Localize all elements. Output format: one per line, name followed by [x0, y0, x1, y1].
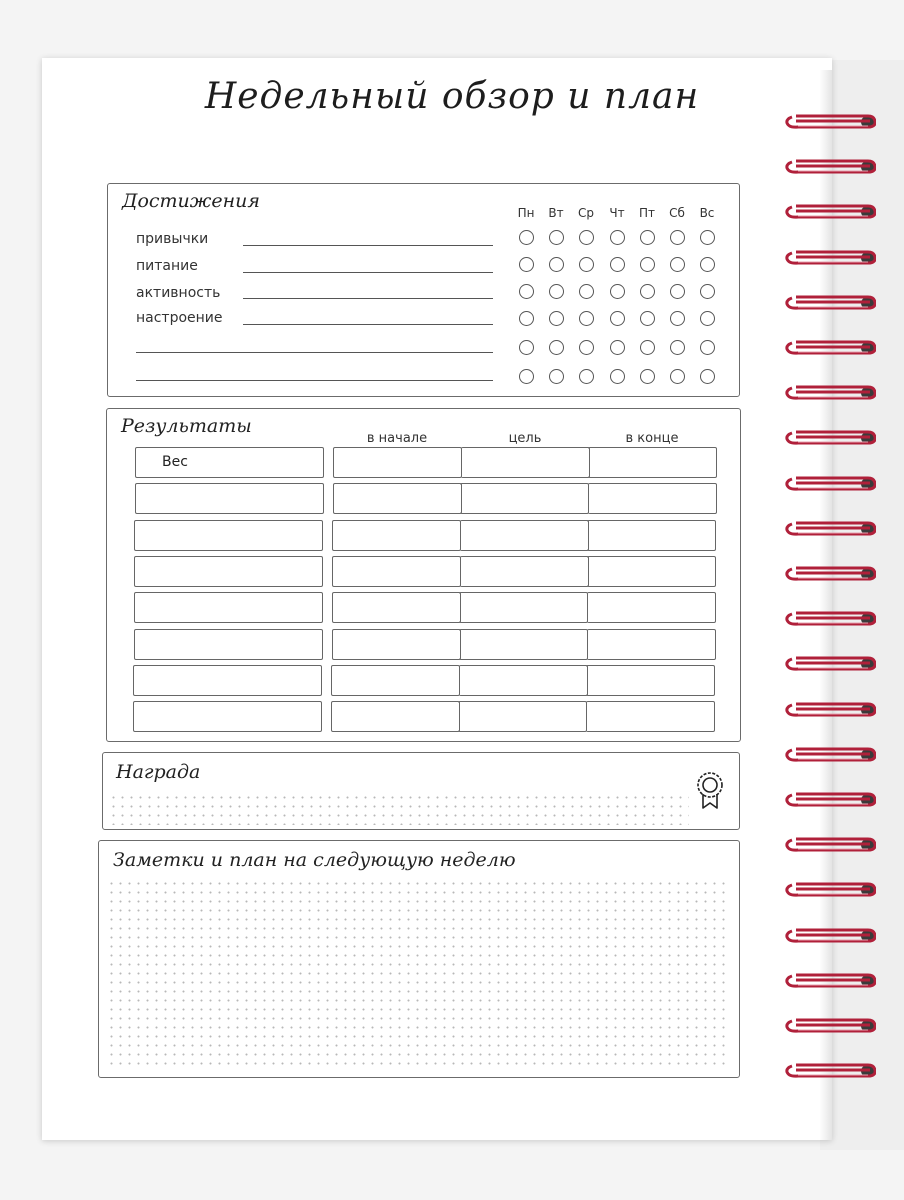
- results-title: Результаты: [121, 415, 252, 437]
- habit-checkbox[interactable]: [549, 311, 564, 326]
- habit-checkbox[interactable]: [670, 340, 685, 355]
- habit-checkbox[interactable]: [610, 284, 625, 299]
- habit-checkbox[interactable]: [670, 230, 685, 245]
- column-header-start: в начале: [366, 431, 428, 446]
- day-header: Чт: [609, 206, 625, 220]
- results-value-cell[interactable]: [460, 556, 589, 587]
- spiral-ring: [782, 924, 876, 946]
- day-header: Сб: [669, 206, 685, 220]
- habit-checkbox[interactable]: [549, 369, 564, 384]
- habit-checkbox[interactable]: [519, 311, 534, 326]
- achievements-title: Достижения: [122, 190, 260, 212]
- habit-checkbox[interactable]: [519, 369, 534, 384]
- results-value-cell[interactable]: [587, 556, 716, 587]
- spiral-ring: [782, 652, 876, 674]
- habit-checkbox[interactable]: [519, 230, 534, 245]
- habit-checkbox[interactable]: [610, 340, 625, 355]
- habit-checkbox[interactable]: [670, 311, 685, 326]
- write-line[interactable]: [136, 352, 493, 353]
- results-label-cell[interactable]: [135, 483, 324, 514]
- spiral-ring: [782, 788, 876, 810]
- habit-checkbox[interactable]: [700, 284, 715, 299]
- spiral-ring: [782, 110, 876, 132]
- notes-section: [98, 840, 740, 1078]
- results-value-cell[interactable]: [332, 592, 461, 623]
- results-label-cell[interactable]: [134, 592, 323, 623]
- results-value-cell[interactable]: [331, 701, 460, 732]
- habit-checkbox[interactable]: [640, 257, 655, 272]
- habit-checkbox[interactable]: [610, 230, 625, 245]
- results-label-cell[interactable]: [133, 701, 322, 732]
- habit-checkbox[interactable]: [700, 369, 715, 384]
- column-header-end: в конце: [625, 431, 679, 446]
- habit-checkbox[interactable]: [549, 340, 564, 355]
- write-line[interactable]: [243, 324, 493, 325]
- spiral-ring: [782, 743, 876, 765]
- row-label-mood: настроение: [136, 310, 223, 326]
- achievements-section: [107, 183, 740, 397]
- habit-checkbox[interactable]: [700, 230, 715, 245]
- habit-checkbox[interactable]: [579, 284, 594, 299]
- results-value-cell[interactable]: [461, 447, 590, 478]
- row-label-activity: активность: [136, 285, 221, 301]
- results-value-cell[interactable]: [588, 447, 717, 478]
- results-value-cell[interactable]: [587, 629, 716, 660]
- results-value-cell[interactable]: [459, 629, 588, 660]
- row-label-habits: привычки: [136, 231, 209, 247]
- results-section: [106, 408, 741, 742]
- habit-checkbox[interactable]: [519, 340, 534, 355]
- day-header: Пн: [517, 206, 535, 220]
- habit-checkbox[interactable]: [700, 257, 715, 272]
- weight-label: Вес: [162, 454, 188, 470]
- habit-checkbox[interactable]: [579, 311, 594, 326]
- spiral-ring: [782, 200, 876, 222]
- results-value-cell[interactable]: [460, 520, 589, 551]
- day-header: Вт: [548, 206, 564, 220]
- spiral-ring: [782, 381, 876, 403]
- spiral-ring: [782, 291, 876, 313]
- habit-checkbox[interactable]: [670, 257, 685, 272]
- results-value-cell[interactable]: [333, 483, 462, 514]
- write-line[interactable]: [243, 298, 493, 299]
- habit-checkbox[interactable]: [700, 340, 715, 355]
- habit-checkbox[interactable]: [610, 369, 625, 384]
- habit-checkbox[interactable]: [700, 311, 715, 326]
- habit-checkbox[interactable]: [579, 257, 594, 272]
- results-label-cell[interactable]: [134, 556, 323, 587]
- results-value-cell[interactable]: [587, 520, 716, 551]
- day-header: Пт: [638, 206, 655, 220]
- results-value-cell[interactable]: [586, 701, 715, 732]
- results-value-cell[interactable]: [331, 665, 460, 696]
- habit-checkbox[interactable]: [640, 311, 655, 326]
- spiral-ring: [782, 1059, 876, 1081]
- habit-checkbox[interactable]: [670, 369, 685, 384]
- habit-checkbox[interactable]: [640, 230, 655, 245]
- spiral-ring: [782, 336, 876, 358]
- spiral-ring: [782, 472, 876, 494]
- habit-checkbox[interactable]: [549, 230, 564, 245]
- spiral-ring: [782, 246, 876, 268]
- results-value-cell[interactable]: [588, 483, 717, 514]
- habit-checkbox[interactable]: [610, 257, 625, 272]
- spiral-ring: [782, 426, 876, 448]
- habit-checkbox[interactable]: [549, 284, 564, 299]
- results-value-cell[interactable]: [332, 629, 461, 660]
- results-value-cell[interactable]: [459, 592, 588, 623]
- results-value-cell[interactable]: [587, 592, 716, 623]
- results-value-cell[interactable]: [332, 556, 461, 587]
- write-line[interactable]: [243, 245, 493, 246]
- habit-checkbox[interactable]: [670, 284, 685, 299]
- results-value-cell[interactable]: [460, 483, 589, 514]
- results-value-cell[interactable]: [586, 665, 715, 696]
- reward-section: [102, 752, 740, 830]
- spiral-ring: [782, 698, 876, 720]
- reward-title: Награда: [116, 761, 201, 783]
- spiral-ring: [782, 155, 876, 177]
- spiral-ring: [782, 969, 876, 991]
- column-header-goal: цель: [508, 431, 542, 446]
- habit-checkbox[interactable]: [640, 369, 655, 384]
- page-title: Недельный обзор и план: [204, 76, 700, 117]
- habit-checkbox[interactable]: [610, 311, 625, 326]
- spiral-ring: [782, 833, 876, 855]
- day-header: Ср: [578, 206, 594, 220]
- day-header: Вс: [699, 206, 715, 220]
- write-line[interactable]: [136, 380, 493, 381]
- spiral-ring: [782, 1014, 876, 1036]
- habit-checkbox[interactable]: [640, 340, 655, 355]
- habit-checkbox[interactable]: [640, 284, 655, 299]
- habit-checkbox[interactable]: [579, 369, 594, 384]
- habit-checkbox[interactable]: [579, 230, 594, 245]
- dot-grid[interactable]: [109, 793, 689, 825]
- results-label-cell[interactable]: [134, 520, 323, 551]
- spiral-ring: [782, 607, 876, 629]
- habit-checkbox[interactable]: [579, 340, 594, 355]
- results-value-cell[interactable]: [333, 447, 462, 478]
- spiral-ring: [782, 562, 876, 584]
- results-value-cell[interactable]: [459, 665, 588, 696]
- habit-checkbox[interactable]: [519, 284, 534, 299]
- spiral-ring: [782, 878, 876, 900]
- results-value-cell[interactable]: [332, 520, 461, 551]
- results-label-cell[interactable]: [133, 665, 322, 696]
- dot-grid[interactable]: [107, 879, 731, 1071]
- row-label-nutrition: питание: [136, 258, 198, 274]
- spiral-ring: [782, 517, 876, 539]
- award-rosette-icon: [695, 771, 725, 811]
- results-value-cell[interactable]: [458, 701, 587, 732]
- habit-checkbox[interactable]: [519, 257, 534, 272]
- notes-title: Заметки и план на следующую неделю: [113, 849, 516, 871]
- habit-checkbox[interactable]: [549, 257, 564, 272]
- results-label-cell[interactable]: [134, 629, 323, 660]
- write-line[interactable]: [243, 272, 493, 273]
